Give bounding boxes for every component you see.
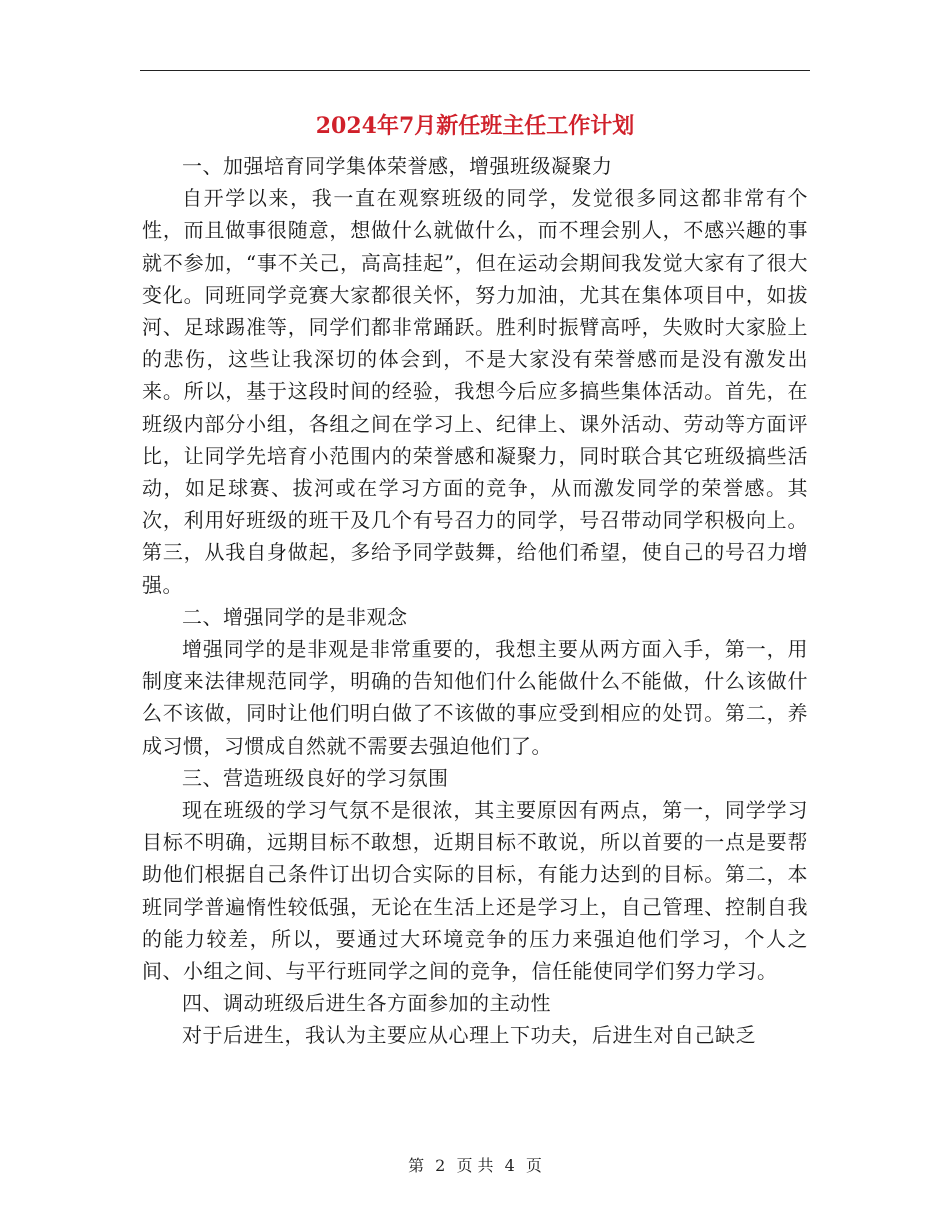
footer-suffix: 页 xyxy=(525,1156,542,1175)
section-heading-2: 二、增强同学的是非观念 xyxy=(182,604,408,629)
document-title: 2024年7月新任班主任工作计划 xyxy=(315,113,635,139)
body-paragraph-2: 增强同学的是非观是非常重要的，我想主要从两方面入手，第一，用制度来法律规范同学，明确的告知他们什么能做什么不能做，什么该做什么不该做，同时让他们明白做了不该做的事应受到相应的处罚。第二，养成习惯，习惯成自然就不需要去强迫他们了。 xyxy=(142,637,808,758)
page-footer xyxy=(0,1153,950,1176)
body-paragraph-4: 对于后进生，我认为主要应从心理上下功夫，后进生对自己缺乏 xyxy=(182,1023,756,1048)
section-heading-4: 四、调动班级后进生各方面参加的主动性 xyxy=(182,991,551,1016)
current-page-number: 2 xyxy=(435,1156,446,1175)
document-body xyxy=(142,150,808,1052)
section-heading-3: 三、营造班级良好的学习氛围 xyxy=(182,765,449,790)
body-paragraph-1: 自开学以来，我一直在观察班级的同学，发觉很多同这都非常有个性，而且做事很随意，想做什么就做什么，而不理会别人，不感兴趣的事就不参加，“事不关己，高高挂起”，但在运动会期间我发觉大家有了很大变化。同班同学竞赛大家都很关怀，努力加油，尤其在集体项目中，如拔河、足球踢准等，同学们都非常踊跃。胜利时振臂高呼，失败时大家脸上的悲伤，这些让我深切的体会到，不是大家没有荣誉感而是没有激发出来。所以，基于这段时间的经验，我想今后应多搞些集体活动。首先，在班级内部分小组，各组之间在学习上、纪律上、课外活动、劳动等方面评比，让同学先培育小范围内的荣誉感和凝聚力，同时联合其它班级搞些活动，如足球赛、拔河或在学习方面的竞争，从而激发同学的荣誉感。其次，利用好班级的班干及几个有号召力的同学，号召带动同学积极向上。第三，从我自身做起，多给予同学鼓舞，给他们希望，使自己的号召力增强。 xyxy=(142,186,808,597)
footer-mid: 页 共 xyxy=(456,1156,494,1175)
header-rule xyxy=(140,70,810,71)
body-paragraph-3: 现在班级的学习气氛不是很浓，其主要原因有两点，第一，同学学习目标不明确，远期目标不敢想，近期目标不敢说，所以首要的一点是要帮助他们根据自己条件订出切合实际的目标，有能力达到的目标。第二，本班同学普遍惰性较低强，无论在生活上还是学习上，自己管理、控制自我的能力较差，所以，要通过大环境竞争的压力来强迫他们学习，个人之间、小组之间、与平行班同学之间的竞争，信任能使同学们努力学习。 xyxy=(142,798,808,984)
section-heading-1: 一、加强培育同学集体荣誉感，增强班级凝聚力 xyxy=(182,154,613,178)
footer-prefix: 第 xyxy=(408,1156,425,1175)
total-page-count: 4 xyxy=(504,1156,515,1175)
